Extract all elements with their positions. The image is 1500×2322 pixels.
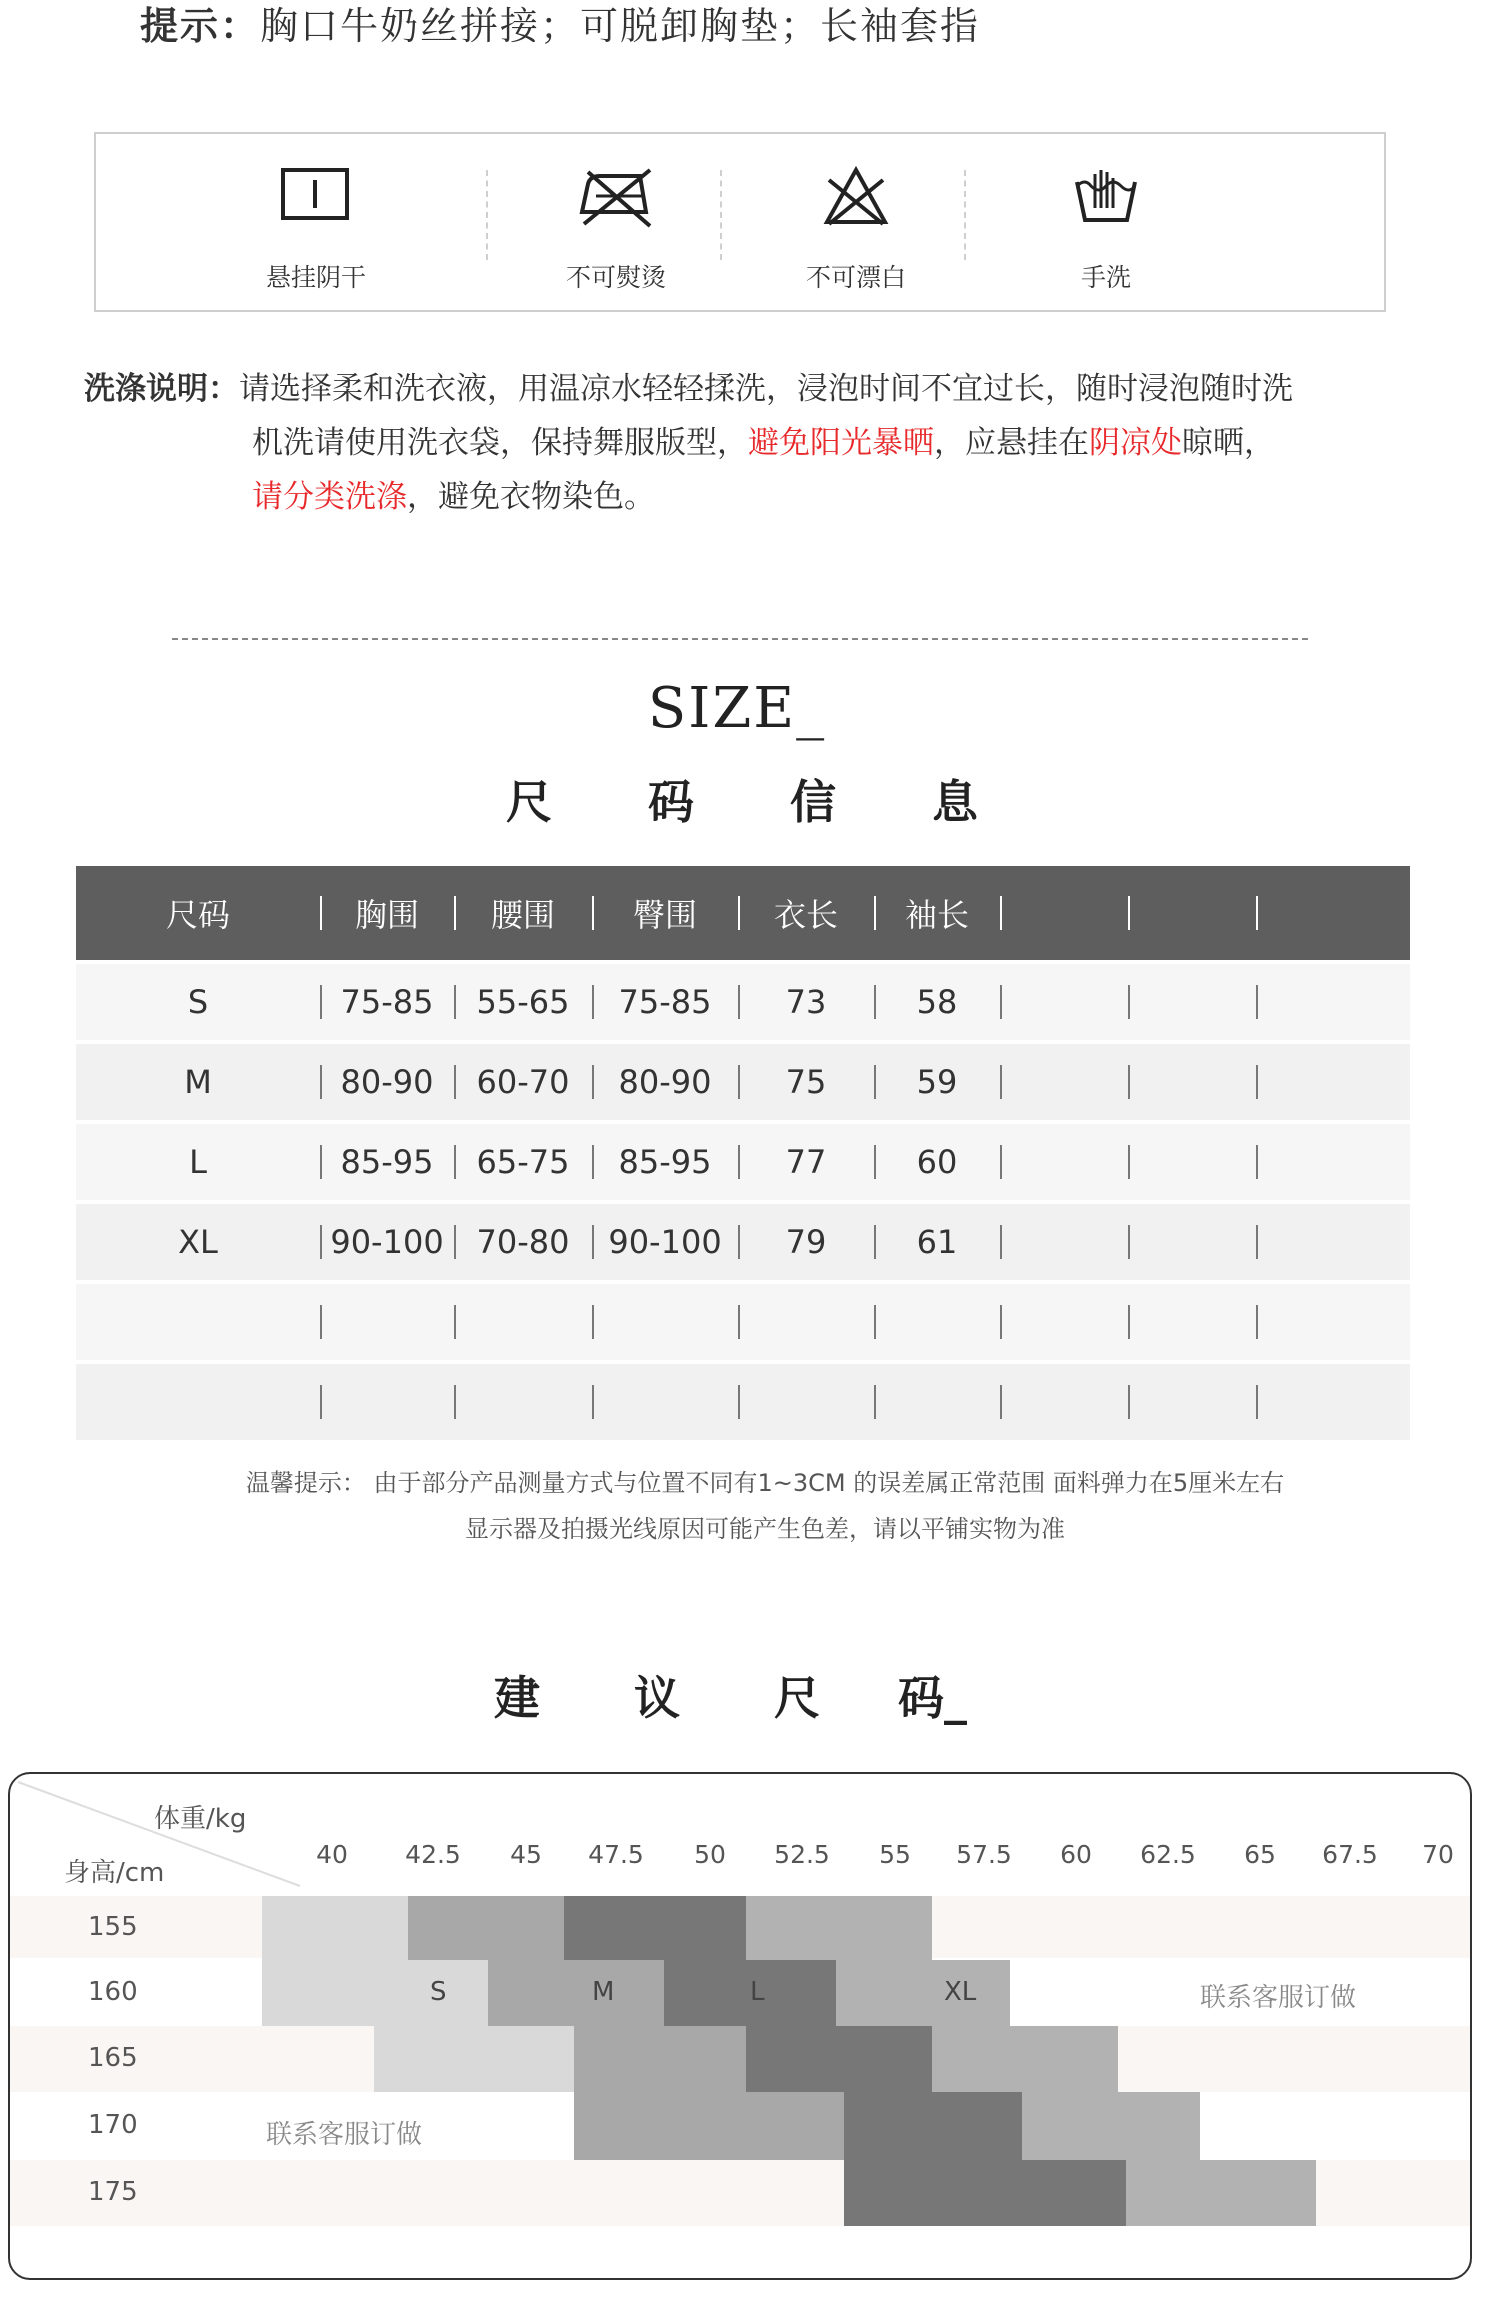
size-recommendation-chart bbox=[8, 1772, 1472, 2280]
table-row bbox=[76, 1284, 1410, 1360]
column-separator bbox=[1000, 1305, 1002, 1339]
table-cell: S bbox=[187, 983, 209, 1021]
no-iron-icon bbox=[574, 164, 658, 230]
table-row bbox=[76, 1204, 1410, 1280]
table-cell bbox=[454, 1284, 592, 1360]
table-header-cell: 腰围 bbox=[490, 896, 555, 934]
size-block-m bbox=[574, 2026, 746, 2092]
table-header-cell bbox=[1000, 866, 1128, 960]
column-separator bbox=[1000, 1385, 1002, 1419]
column-separator bbox=[592, 896, 594, 930]
table-cell: 60-70 bbox=[476, 1063, 570, 1101]
table-cell: 70-80 bbox=[476, 1223, 570, 1261]
suggest-title-char: 尺 bbox=[774, 1671, 820, 1725]
table-cell: 58 bbox=[916, 983, 958, 1021]
column-separator bbox=[874, 1065, 876, 1099]
table-cell: L bbox=[189, 1143, 207, 1181]
weight-tick: 62.5 bbox=[1140, 1840, 1196, 1869]
table-row bbox=[76, 964, 1410, 1040]
size-block-m bbox=[408, 1896, 564, 1960]
care-label: 不可熨烫 bbox=[565, 263, 666, 292]
size-block-l bbox=[844, 2160, 1126, 2226]
suggest-title-char: 建 bbox=[494, 1671, 540, 1725]
care-no-iron bbox=[536, 134, 696, 310]
column-separator bbox=[874, 985, 876, 1019]
care-label: 不可漂白 bbox=[805, 263, 906, 292]
care-divider bbox=[720, 170, 722, 260]
column-separator bbox=[1128, 1225, 1130, 1259]
section-divider bbox=[172, 638, 1308, 640]
column-separator bbox=[592, 1385, 594, 1419]
wash-line-3: ，避免衣物染色。 bbox=[407, 479, 655, 515]
weight-tick: 40 bbox=[316, 1840, 348, 1869]
table-cell: 90-100 bbox=[608, 1223, 722, 1261]
table-cell: 90-100 bbox=[330, 1223, 444, 1261]
column-separator bbox=[738, 1225, 740, 1259]
wash-line-2: 机洗请使用洗衣袋，保持舞服版型， bbox=[252, 425, 748, 461]
height-label: 175 bbox=[88, 2177, 138, 2207]
size-title-en: SIZE_ bbox=[647, 676, 827, 741]
table-cell bbox=[592, 1364, 738, 1440]
column-separator bbox=[738, 1145, 740, 1179]
care-no-bleach bbox=[776, 134, 936, 310]
table-cell: 85-95 bbox=[340, 1143, 434, 1181]
suggest-title-char: 议 bbox=[634, 1671, 680, 1725]
suggest-title-char: 码_ bbox=[898, 1671, 967, 1725]
column-separator bbox=[1000, 896, 1002, 930]
column-separator bbox=[1128, 1145, 1130, 1179]
weight-tick: 47.5 bbox=[588, 1840, 644, 1869]
care-hand-wash bbox=[1026, 134, 1186, 310]
column-separator bbox=[454, 1225, 456, 1259]
table-cell bbox=[738, 1284, 874, 1360]
table-header-cell bbox=[1128, 866, 1256, 960]
column-separator bbox=[320, 1385, 322, 1419]
column-separator bbox=[1256, 1385, 1258, 1419]
column-separator bbox=[738, 1305, 740, 1339]
table-cell: 55-65 bbox=[476, 983, 570, 1021]
care-divider bbox=[486, 170, 488, 260]
table-cell: 60 bbox=[916, 1143, 958, 1181]
wash-line-2c: 晾晒， bbox=[1182, 425, 1275, 461]
size-block-l bbox=[564, 1896, 746, 1960]
weight-tick: 70 bbox=[1422, 1840, 1454, 1869]
height-label: 165 bbox=[88, 2043, 138, 2073]
weight-tick: 67.5 bbox=[1322, 1840, 1378, 1869]
table-cell: 59 bbox=[916, 1063, 958, 1101]
table-cell: M bbox=[184, 1063, 212, 1101]
wash-line-1: 请选择柔和洗衣液，用温凉水轻轻揉洗，浸泡时间不宜过长，随时浸泡随时洗 bbox=[239, 371, 1293, 407]
size-block-xl bbox=[1126, 2160, 1316, 2226]
size-label: L bbox=[750, 1977, 765, 2007]
column-separator bbox=[1000, 1065, 1002, 1099]
size-block-l bbox=[844, 2092, 1022, 2160]
column-separator bbox=[1128, 896, 1130, 930]
column-separator bbox=[1000, 1145, 1002, 1179]
table-row bbox=[76, 1124, 1410, 1200]
height-axis-label: 身高/cm bbox=[64, 1858, 165, 1888]
column-separator bbox=[454, 1145, 456, 1179]
column-separator bbox=[320, 985, 322, 1019]
size-label: M bbox=[592, 1977, 615, 2007]
size-title-char: 信 bbox=[790, 775, 836, 829]
column-separator bbox=[1128, 1065, 1130, 1099]
size-block-xl bbox=[932, 2026, 1118, 2092]
weight-tick: 45 bbox=[510, 1840, 542, 1869]
table-row bbox=[76, 1364, 1410, 1440]
column-separator bbox=[874, 1145, 876, 1179]
column-separator bbox=[738, 985, 740, 1019]
table-cell: 61 bbox=[916, 1223, 958, 1261]
hang-dry-icon bbox=[279, 164, 353, 224]
column-separator bbox=[1128, 1385, 1130, 1419]
table-header-cell: 袖长 bbox=[904, 896, 969, 934]
contact-custom-note: 联系客服订做 bbox=[1200, 1983, 1357, 2013]
size-block-xl bbox=[1022, 2092, 1200, 2160]
table-cell bbox=[320, 1284, 454, 1360]
column-separator bbox=[874, 1385, 876, 1419]
table-row bbox=[76, 1044, 1410, 1120]
contact-custom-note: 联系客服订做 bbox=[266, 2120, 423, 2150]
weight-axis-label: 体重/kg bbox=[154, 1804, 247, 1834]
wash-label: 洗涤说明： bbox=[84, 371, 239, 407]
column-separator bbox=[1256, 1305, 1258, 1339]
column-separator bbox=[738, 1385, 740, 1419]
size-title-char: 息 bbox=[932, 775, 978, 829]
column-separator bbox=[1256, 1065, 1258, 1099]
weight-tick: 55 bbox=[879, 1840, 911, 1869]
table-cell: 65-75 bbox=[476, 1143, 570, 1181]
size-label: XL bbox=[944, 1977, 977, 2007]
wash-highlight: 避免阳光暴晒 bbox=[748, 425, 934, 461]
height-label: 170 bbox=[88, 2110, 138, 2140]
column-separator bbox=[592, 1065, 594, 1099]
size-block-m bbox=[488, 1960, 664, 2026]
table-cell: 80-90 bbox=[618, 1063, 712, 1101]
hand-wash-icon bbox=[1071, 164, 1141, 230]
weight-tick: 52.5 bbox=[774, 1840, 830, 1869]
column-separator bbox=[1000, 1225, 1002, 1259]
size-label: S bbox=[430, 1977, 447, 2007]
table-cell bbox=[76, 1364, 320, 1440]
weight-tick: 65 bbox=[1244, 1840, 1276, 1869]
size-block-xl bbox=[836, 1960, 1010, 2026]
height-label: 155 bbox=[88, 1912, 138, 1942]
column-separator bbox=[454, 1385, 456, 1419]
size-block-s bbox=[262, 1960, 488, 2026]
size-title-char: 尺 bbox=[506, 775, 552, 829]
table-cell bbox=[874, 1284, 1000, 1360]
column-separator bbox=[874, 1305, 876, 1339]
column-separator bbox=[738, 896, 740, 930]
table-cell: XL bbox=[178, 1223, 218, 1261]
column-separator bbox=[320, 1305, 322, 1339]
column-separator bbox=[320, 1145, 322, 1179]
column-separator bbox=[320, 896, 322, 930]
table-cell: 79 bbox=[785, 1223, 827, 1261]
wash-highlight: 请分类洗涤 bbox=[252, 479, 407, 515]
column-separator bbox=[592, 1225, 594, 1259]
care-label: 悬挂阴干 bbox=[265, 263, 366, 292]
table-cell: 75 bbox=[785, 1063, 827, 1101]
size-block-s bbox=[374, 2026, 574, 2092]
tip-label: 提示： bbox=[140, 4, 261, 48]
table-header-cell: 胸围 bbox=[354, 896, 419, 934]
size-table bbox=[76, 866, 1410, 1440]
column-separator bbox=[738, 1065, 740, 1099]
wash-instructions bbox=[84, 362, 1293, 524]
care-instructions-box bbox=[94, 132, 1386, 312]
care-divider bbox=[964, 170, 966, 260]
table-header-cell: 衣长 bbox=[773, 896, 838, 934]
table-cell: 75-85 bbox=[618, 983, 712, 1021]
column-separator bbox=[1256, 1225, 1258, 1259]
column-separator bbox=[320, 1225, 322, 1259]
table-cell: 77 bbox=[785, 1143, 827, 1181]
size-block-l bbox=[746, 2026, 932, 2092]
wash-highlight: 阴凉处 bbox=[1089, 425, 1182, 461]
table-cell bbox=[454, 1364, 592, 1440]
table-cell bbox=[320, 1364, 454, 1440]
column-separator bbox=[592, 985, 594, 1019]
size-note-1: 温馨提示： 由于部分产品测量方式与位置不同有1~3CM 的误差属正常范围 面料弹力在5厘米左右 bbox=[245, 1469, 1285, 1497]
column-separator bbox=[1256, 896, 1258, 930]
tip-text: 胸口牛奶丝拼接；可脱卸胸垫；长袖套指 bbox=[260, 4, 981, 48]
product-tip bbox=[140, 0, 980, 52]
column-separator bbox=[1128, 985, 1130, 1019]
column-separator bbox=[592, 1145, 594, 1179]
size-title-char: 码 bbox=[648, 775, 694, 829]
weight-tick: 50 bbox=[694, 1840, 726, 1869]
table-cell: 75-85 bbox=[340, 983, 434, 1021]
column-separator bbox=[1128, 1305, 1130, 1339]
column-separator bbox=[454, 896, 456, 930]
weight-tick: 57.5 bbox=[956, 1840, 1012, 1869]
column-separator bbox=[1256, 1145, 1258, 1179]
table-cell bbox=[592, 1284, 738, 1360]
column-separator bbox=[454, 1065, 456, 1099]
table-cell: 80-90 bbox=[340, 1063, 434, 1101]
table-header-cell: 尺码 bbox=[165, 896, 230, 934]
care-label: 手洗 bbox=[1080, 263, 1131, 292]
column-separator bbox=[320, 1065, 322, 1099]
table-cell bbox=[874, 1364, 1000, 1440]
column-separator bbox=[454, 1305, 456, 1339]
column-separator bbox=[592, 1305, 594, 1339]
table-cell bbox=[76, 1284, 320, 1360]
care-hang-dry bbox=[236, 134, 396, 310]
size-block-m bbox=[574, 2092, 844, 2160]
height-label: 160 bbox=[88, 1977, 138, 2007]
table-header-cell: 臀围 bbox=[632, 896, 697, 934]
column-separator bbox=[1000, 985, 1002, 1019]
size-block-xl bbox=[746, 1896, 932, 1960]
column-separator bbox=[874, 896, 876, 930]
weight-tick: 60 bbox=[1060, 1840, 1092, 1869]
wash-line-2b: ，应悬挂在 bbox=[934, 425, 1089, 461]
size-note-2: 显示器及拍摄光线原因可能产生色差，请以平铺实物为准 bbox=[465, 1515, 1065, 1543]
column-separator bbox=[1256, 985, 1258, 1019]
column-separator bbox=[454, 985, 456, 1019]
table-cell: 85-95 bbox=[618, 1143, 712, 1181]
table-cell: 73 bbox=[785, 983, 827, 1021]
column-separator bbox=[874, 1225, 876, 1259]
table-header bbox=[76, 866, 1410, 960]
size-block-s bbox=[262, 1896, 408, 1960]
no-bleach-icon bbox=[821, 164, 891, 230]
weight-tick: 42.5 bbox=[405, 1840, 461, 1869]
table-cell bbox=[738, 1364, 874, 1440]
